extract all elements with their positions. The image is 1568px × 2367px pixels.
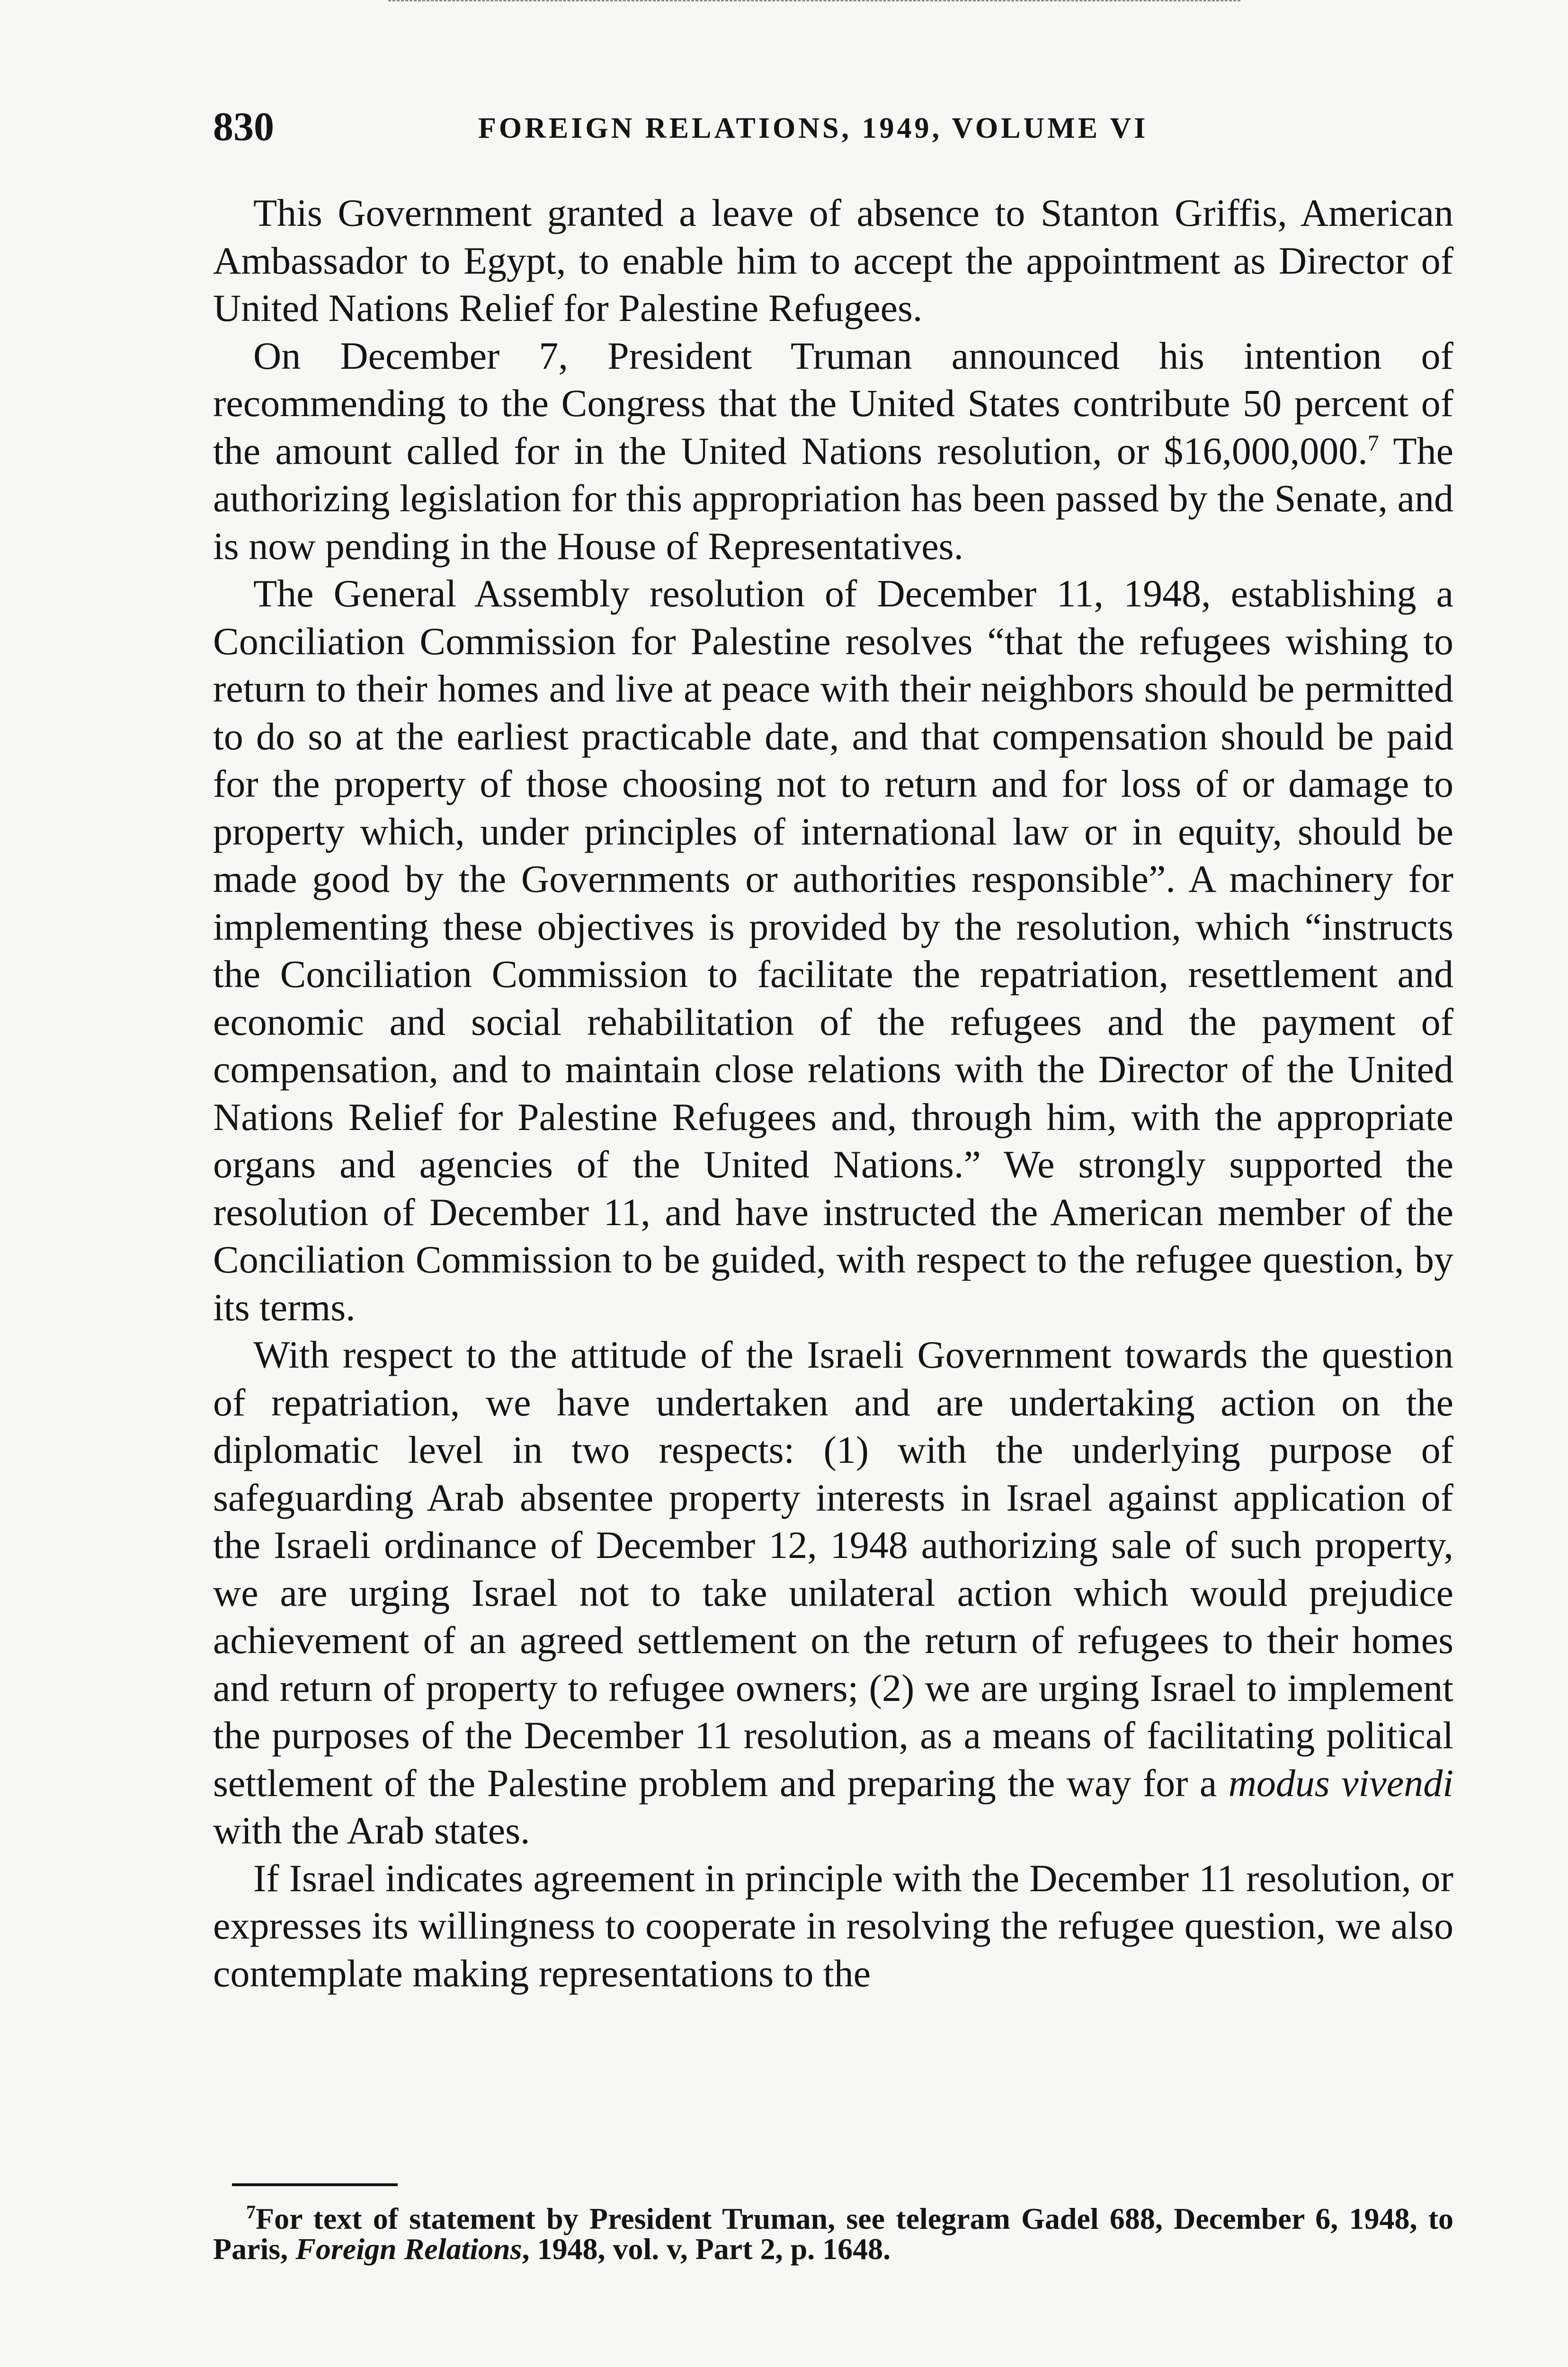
footnote-italic-title: Foreign Relations xyxy=(295,2232,522,2266)
running-head: FOREIGN RELATIONS, 1949, VOLUME VI xyxy=(478,112,1149,144)
paragraph-israeli-attitude xyxy=(213,1331,1453,1855)
paragraph-israel-agreement xyxy=(213,1855,1453,1998)
paragraph-text: If Israel indicates agreement in principle with the December 11 resolution, or expresses its willingness to cooperate in resolving the refugee question, we also contemplate making representations to the xyxy=(213,1856,1453,1995)
footnote-reference: 7 xyxy=(1367,430,1379,456)
italic-phrase: modus vivendi xyxy=(1228,1761,1453,1805)
footnote xyxy=(213,2201,1453,2266)
footnote-mark: 7 xyxy=(246,2201,256,2223)
paragraph-general-assembly-resolution xyxy=(213,570,1453,1331)
paragraph-griffis-leave xyxy=(213,189,1453,332)
footnote-text: , 1948, vol. v, Part 2, p. 1648. xyxy=(522,2232,891,2266)
page-number: 830 xyxy=(213,104,274,149)
footnote-text: For text of statement by President Truman, see telegram Gadel 688, December 6, 1948, to Paris, xyxy=(213,2202,1453,2266)
body-text xyxy=(213,189,1453,1997)
top-edge-rule xyxy=(388,0,1240,4)
footnote-divider xyxy=(232,2183,398,2186)
paragraph-text: The General Assembly resolution of December 11, 1948, establishing a Conciliation Commission for Palestine resolves “that the refugees wishing to return to their homes and live at peace with their neighbors should be permitted to do so at the earliest practicable date, and that compensation should be paid for the property of those choosing not to return and for loss of or damage to property which, under principles of international law or in equity, should be made good by the Governments or authorities responsible”. A machinery for implementing these objectives is provided by the resolution, which “instructs the Conciliation Commission to facilitate the repatriation, resettlement and economic and social rehabilitation of the refugees and the payment of compensation, and to maintain close relations with the Director of the United Nations Relief for Palestine Refugees and, through him, with the appropriate organs and agencies of the United Nations.” We strongly supported the resolution of December 11, and have instructed the American member of the Conciliation Commission to be guided, with respect to the refugee question, by its terms. xyxy=(213,572,1453,1329)
paragraph-text: with the Arab states. xyxy=(213,1809,530,1852)
paragraph-text: On December 7, President Truman announced his intention of recommending to the Congress that the United States contribute 50 percent of the amount called for in the United Nations resolution, or $16,000,000. xyxy=(213,334,1453,472)
paragraph-truman-announcement xyxy=(213,332,1453,570)
paragraph-text: This Government granted a leave of absence to Stanton Griffis, American Ambassador to Egypt, to enable him to accept the appointment as Director of United Nations Relief for Palestine Refugees. xyxy=(213,191,1453,329)
page-header xyxy=(213,100,1453,157)
paragraph-text: The authorizing legislation for this appropriation has been passed by the Senate, and is now pending in the House of Representatives. xyxy=(213,429,1453,568)
paragraph-text: With respect to the attitude of the Israeli Government towards the question of repatriation, we have undertaken and are undertaking action on the diplomatic level in two respects: (1) with the underlying purpose of safeguarding Arab absentee property interests in Israel against application of the Israeli ordinance of December 12, 1948 authorizing sale of such property, we are urging Israel not to take unilateral action which would prejudice achievement of an agreed settlement on the return of refugees to their homes and return of property to refugee owners; (2) we are urging Israel to implement the purposes of the December 11 resolution, as a means of facilitating political settlement of the Palestine problem and preparing the way for a xyxy=(213,1333,1453,1805)
